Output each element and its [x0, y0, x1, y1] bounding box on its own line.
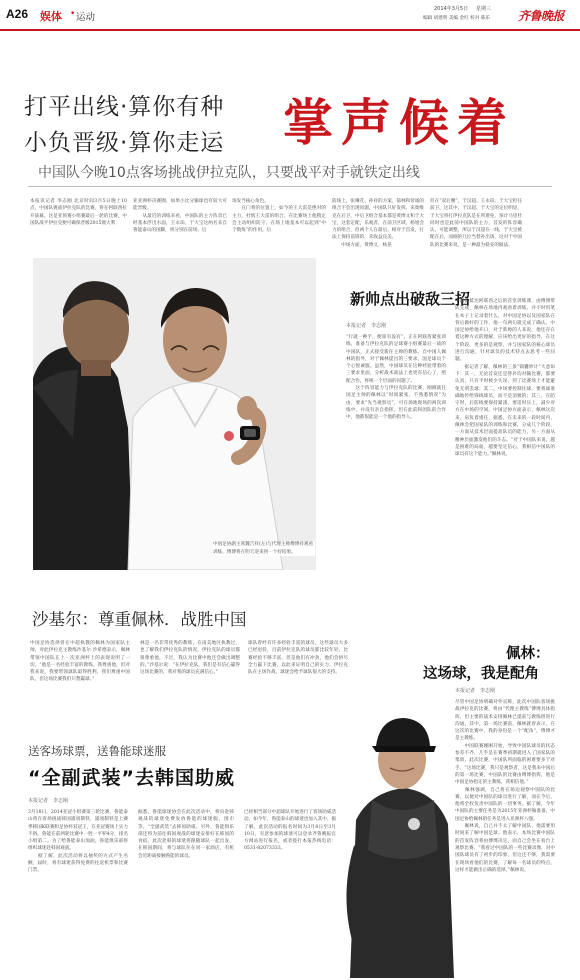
hand-gesture-icon: [237, 396, 257, 420]
lead-col-5: 但在“双后腰”，于汉超、王永珀、于大宝担任前卫，这其中，于汉超、于大宝的定位明显，于大宝将打伊拉克队是在所难免，预计马里杜同时也是此前中国队的主力，首发的阵容确认，可能调整。所以于汉超在一线，于大宝被配在后，而刚的几位当替补出场，这对于中国队的比赛来说，是一种最为稳妥的做法。: [430, 199, 522, 248]
section-name: 娱体: [40, 10, 62, 23]
article-xinshuai-col-2: 中国队抵达阿联酋之后的首堂训练课，由傅博带队完成，佩林在场地内观看着训练。并不时用笔在本子上记录着什么，对中国足协以及国家队在背后做好的工作，他一句两句就完成了确认。中国足协给他开口，对于新帅的人来说，他还存在着这种方式的理解，应该给出更好的指导，在这个阶段，更多的是观察，并与国家队的核心球员进行沟通，针对球员的技术特点去思考一些问题。 据记者了解，佩林的三条“锦囊妙计”大意如下：其一，无论首发还是替补均对输比赛，都要认真，只有平时被少失误，到了比赛场上才能避免无谓丢球；其二，中场要控制住球，要将球准确地传给锋线球员，而不是消极的；其三，在防守时，后防线要保持紧凑，要适时压上，减少对方在中场的空间。中国足协方面表示，佩林这次来，肩负着重任，据悉，在未来的一段时间内，佩林会把国家队的训练和比赛，分成几个阶段，一方面从技术层面提高队员的能力，另一方面从精神层面激发他们的斗志。“对于中国队来说，越是困难的局面，越要坚定信心，我相信中国队的球员有这个能力。”佩林说。: [455, 299, 555, 458]
peilin-illustration: [342, 700, 454, 978]
article-peilin-title-2: 这场球，我是配角: [423, 666, 539, 682]
photo-caption: 中国足协副主席魏吉祥(左)与代理主帅傅博祥观看训练，傅博将在明天迎来到一个好结果。: [213, 542, 314, 555]
article-ticket-col-2: 据悉，鲁能球迷协会在此次活动中，将向赴韩观战的球迷免费发放鲁能的球迷服、围巾等，“全副武装”去韩国助威。另外，鲁能俱乐部还将为前往韩国观战的球迷安排好在韩国的食宿。此次赴韩的球迷将跟随球队一起出发，在韩国期间，将与球队住在同一家酒店，有机会近距离接触鲁能的球员。: [138, 810, 234, 859]
section-separator: •: [70, 9, 76, 19]
subsection-name: 运动: [76, 12, 96, 23]
lead-main-title: 掌声候着: [283, 94, 515, 152]
lead-col-3: 场发当核心角色。 在门将的位置上，如今的王大雷是绝对的主力，杜辉王大雷的组合，在比赛场上他稍定会主动组织防守，在场上地基本可以起到“中个数炼”的作用。后: [232, 199, 326, 234]
article-shajier-col-2: 林是一名非常优秀的教练，在南美地区执教过，也了解我们伊拉克队的情况，伊拉克队的球员都很尊重他，不过，我认为比赛中他还会做出调整的。”沙基尔说：“在伊拉克队，我们是有信心赢得这场比赛的，我对我的球员充满信心。”: [140, 641, 240, 676]
article-peilin-title-1: 佩林：: [506, 646, 550, 662]
article-xinshuai-title: 新帅点出破敌三招: [350, 290, 471, 308]
article-ticket-kicker: 送客场球票，送鲁能球迷服: [28, 744, 166, 758]
lead-col-4: 防线上，张琳芃、孙祥的方案，郜林和曾诚的组合不会出现问题，中国队只好发挥，来奥维克在后卫，中后卫组合基本都是黄博文和于大宝，这套定配，乐观者、在前卫区域，杨旭会力的组合，但两个人在最后，相对于首发，打法上保持前锋的，未收益良美。 中场方面，黄博文、杨晃: [332, 199, 424, 248]
lead-col-2: 亚亚洲杯决赛圈，如果小比分输球也有较大可能晋级。 从最近的训练来看，中国队的主力阵容已经基本浮出水面，王永珀、于大宝这两名来自鲁能泰山的国脚，将分别在前场、后: [133, 199, 227, 234]
article-shajier-title: 沙基尔：尊重佩林．战胜中国: [32, 610, 247, 629]
article-peilin-byline: 本报记者 李志刚: [455, 688, 496, 694]
article-ticket-title: “全副武装”去韩国助威: [28, 767, 235, 789]
article-ticket-col-3: 已经相当部分中超球队开始进行了客场助威活动，如今年，鲁能泰山的球迷也加入其中。据了解，此次活动的报名时间为3月8日至3月10日，有意参加的球迷可以登录齐鲁晚报官方网站进行报名，或者拨打本报热线电话：0531-82073333。: [244, 810, 336, 852]
peilin-photo: [342, 700, 454, 978]
article-shajier-col-3: 球队曾经有许多经验丰富的球员，这些球员大多已经退役，目前伊拉克队的球员都比较年轻，比赛经验不够丰富，但是他们有冲劲，他们会拼尽全力赢下比赛，以此来证明自己的实力。伊拉克队在主场作战，球迷会给予球队很大的支持。: [248, 641, 348, 676]
lead-headline-line1: 打平出线·算你有种: [24, 94, 225, 120]
page-header: [0, 0, 580, 30]
lead-rule: [28, 186, 552, 187]
lead-headline-line2: 小负晋级·算你走运: [24, 130, 225, 156]
article-xinshuai-byline: 本报记者 李志刚: [346, 323, 387, 329]
lead-col-1: 本报讯记者 李志刚 北京时间3月5日晚上10点，中国队挑战伊拉克队的比赛，将在阿联酋拉开战幕。这是亚预赛小组赛最后一轮的比赛，中国队战平伊拉克便可确保晋级2015澳大利: [30, 199, 127, 226]
lead-subheadline: 中国队今晚10点客场挑战伊拉克队，只要战平对手就铁定出线: [38, 165, 420, 181]
page-number: A26: [6, 7, 29, 21]
article-shajier-col-1: 中国足协选择曾在中超执教的佩林为国家队主帅，对此伊拉克主教练沙基尔·沙希德表示，佩林带领中国队在上一次亚洲杯上的表现说明了一切。“他是一名经验丰富的教练，我尊重他，但对我来说，我要带领球队取得胜利，我们尊重中国队，但这场比赛我们只想赢球。”: [30, 641, 130, 683]
article-ticket-byline: 本报记者 李志刚: [28, 798, 69, 804]
editor-credits: 编辑 胡建明 美编 金红 校对 陈乐: [423, 16, 491, 21]
article-xinshuai-col-1: “行就一种手，便知有没有”，正在阿联酋紧张训练，准备与伊拉克队的足球赛小组赛最后一战的中国队，正式接受新任主帅的教练。自中国人佩林的指导，对于佩林提出的三要求，国足球员个个心悦诚服。虽然，中国球员在这种经验带着的三要求里面，分析战术战法上也更有信心了，照配合作，将统一个层面的问题了。 这个阵容能力与伊拉克队的比赛，刚刚就任国足主帅的佩林以“时间紧张，不熟悉情况”为由，要求“先当观察员”，可在场地现场的两次训练中，并没有亲自指挥，但在此前和团队的合作中，他都很能是一个他的指导人。: [346, 335, 446, 421]
issue-date: 2014年3月5日: [434, 6, 469, 12]
coaches-illustration: [33, 258, 316, 570]
article-ticket-col-1: 3月18日，2014亚冠小组赛第三轮比赛，鲁能泰山将在客场挑战韩国浦项制铁，浦项制铁是上赛季韩国K联赛和足协杯双冠王，在亚冠赛场上实力不俗。鲁能在前两轮比赛中一胜一平积4分，排名小组第二。为了给鲁能泰山加油，鲁能俱乐部将组织球迷赴韩国观战。 据了解，此次活动将以抽奖的方式产生名额，届时，将有球迷获得免费的往返机票和比赛门票。: [28, 810, 128, 874]
article-peilin-body: 尽管中国足协明确对外宣称，此次中国队客场挑战伊拉克的比赛，将由“代理主教练”傅博具体指挥，但主要的战术安排佩林已提前与教练组进行沟通，其中，第一场比赛前，佩林就曾表示，在这次的比赛中，我的身份是一个“配角”，傅博才是主教练。 中国联赛刚刚开始，导致中国队球员的状态参差不齐，几乎是在赛季初期就进入了国家队的集训，此次比赛，中国队所面临的困难要多于对手。“这场比赛，我只是观察者，这是我来中国后的第一场比赛，中国队的比赛由傅博指挥，他是中国足协指定的主教练，我相信他。” 佩林强调，自己将在场边观察中国队的比赛，以便对中国队的球员进行了解，而在今后，他将全权负责中国队的一切事务。据了解，今年中国队的主要任务是为2015年亚洲杯做准备，中国足协给佩林的任务是进入亚洲杯八强。 佩林说，自己并不太了解中国队，他需要用时间来了解中国足球。他表示，本场比赛中国队的首发阵容将由傅博决定，而自己会坐在看台上观察比赛。“我看过中国队的一些比赛录像，对中国队球员有了初步的印象，但这还不够，我需要在现场看他们的比赛，了解每一名球员的特点，这样才能做出正确的选择。”佩林说。: [455, 700, 555, 873]
coaches-photo: [33, 258, 316, 570]
header-rule: [0, 29, 580, 31]
newspaper-logo: 齐鲁晚报: [518, 9, 565, 23]
issue-weekday: 星期三: [476, 6, 492, 12]
